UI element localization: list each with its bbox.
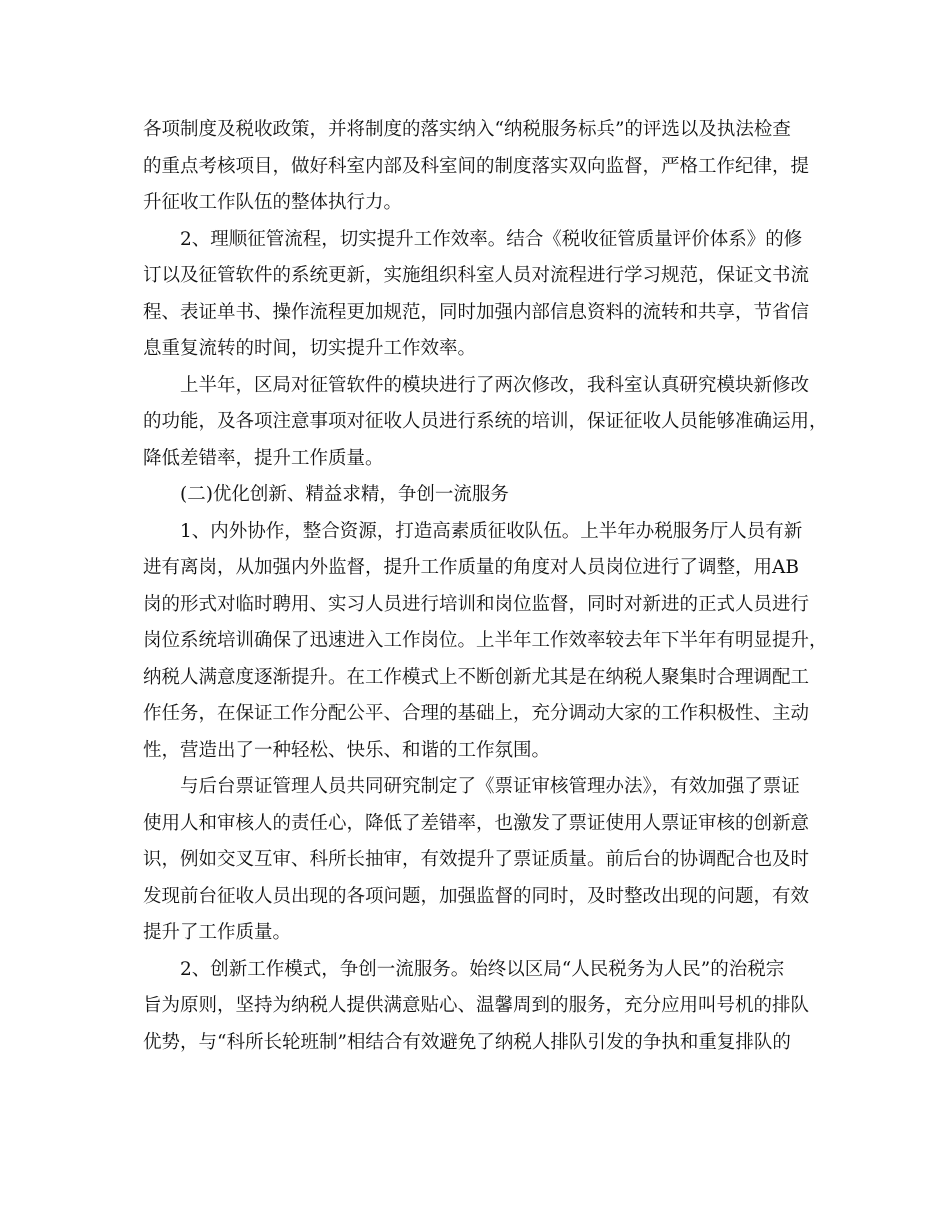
text-line: 各项制度及税收政策，并将制度的落实纳入“纳税服务标兵”的评选以及执法检查 — [143, 119, 791, 140]
text-line: 的功能，及各项注意事项对征收人员进行系统的培训，保证征收人员能够准确运用， — [143, 411, 828, 432]
text-line: 程、表证单书、操作流程更加规范，同时加强内部信息资料的流转和共享，节省信 — [143, 301, 810, 323]
text-line: 发现前台征收人员出现的各项问题，加强监督的同时，及时整改出现的问题，有效 — [143, 885, 810, 907]
text-line: 降低差错率，提升工作质量。 — [143, 447, 384, 469]
text-line: 岗的形式对临时聘用、实习人员进行培训和岗位监督，同时对新进的正式人员进行 — [143, 593, 810, 615]
text-line: 息重复流转的时间，切实提升工作效率。 — [143, 338, 477, 359]
text-line: 岗位系统培训确保了迅速进入工作岗位。上半年工作效率较去年下半年有明显提升， — [143, 630, 828, 651]
text-line: 升征收工作队伍的整体执行力。 — [143, 192, 403, 213]
section-heading: (二)优化创新、精益求精，争创一流服务 — [180, 484, 509, 505]
text-line: 使用人和审核人的责任心，降低了差错率，也激发了票证使用人票证审核的创新意 — [143, 812, 810, 834]
text-line: 识，例如交叉互审、科所长抽审，有效提升了票证质量。前后台的协调配合也及时 — [143, 849, 810, 870]
text-line: 作任务，在保证工作分配公平、合理的基础上，充分调动大家的工作积极性、主动 — [143, 703, 810, 724]
text-line: 2、创新工作模式，争创一流服务。始终以区局“人民税务为人民”的治税宗 — [180, 958, 785, 980]
text-line: 1、内外协作，整合资源，打造高素质征收队伍。上半年办税服务厅人员有新 — [180, 520, 803, 542]
text-line: 的重点考核项目，做好科室内部及科室间的制度落实双向监督，严格工作纪律，提 — [143, 155, 810, 177]
text-line: 上半年，区局对征管软件的模块进行了两次修改，我科室认真研究模块新修改 — [180, 374, 810, 396]
document-body — [143, 112, 828, 1061]
text-line: 进有离岗，从加强内外监督，提升工作质量的角度对人员岗位进行了调整，用AB — [143, 557, 799, 578]
text-line: 订以及征管软件的系统更新，实施组织科室人员对流程进行学习规范，保证文书流 — [143, 265, 810, 286]
text-line: 纳税人满意度逐渐提升。在工作模式上不断创新尤其是在纳税人聚集时合理调配工 — [143, 666, 810, 688]
text-line: 旨为原则，坚持为纳税人提供满意贴心、温馨周到的服务，充分应用叫号机的排队 — [143, 995, 810, 1016]
text-line: 2、理顺征管流程，切实提升工作效率。结合《税收征管质量评价体系》的修 — [180, 228, 803, 250]
text-line: 提升了工作质量。 — [143, 922, 292, 943]
text-line: 优势，与“科所长轮班制”相结合有效避免了纳税人排队引发的争执和重复排队的 — [143, 1031, 791, 1053]
text-line: 与后台票证管理人员共同研究制定了《票证审核管理办法》，有效加强了票证 — [180, 776, 800, 797]
text-line: 性，营造出了一种轻松、快乐、和谐的工作氛围。 — [143, 739, 551, 761]
